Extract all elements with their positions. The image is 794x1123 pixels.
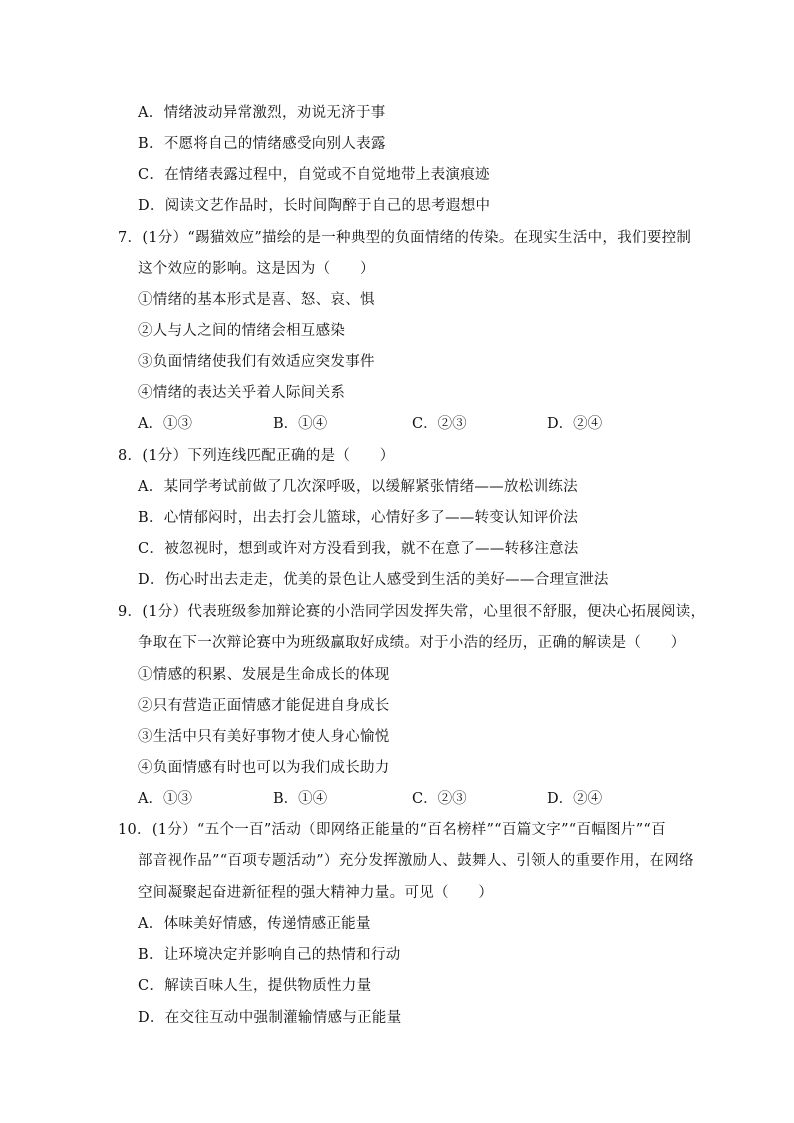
q7-statement-1: ①情绪的基本形式是喜、怒、哀、惧 (138, 292, 375, 308)
q6-option-d: D．阅读文艺作品时，长时间陶醉于自己的思考遐想中 (138, 198, 491, 214)
q10-stem-line2: 部音视作品”“百项专题活动”）充分发挥激励人、鼓舞人、引领人的重要作用，在网络 (138, 853, 694, 869)
q9-stem-line2: 争取在下一次辩论赛中为班级赢取好成绩。对于小浩的经历，正确的解读是（ ） (138, 635, 686, 651)
q7-choice-d: D．②④ (547, 416, 603, 432)
q7-statement-3: ③负面情绪使我们有效适应突发事件 (138, 354, 375, 370)
q9-statement-4: ④负面情感有时也可以为我们成长助力 (138, 760, 390, 776)
q9-statement-2: ②只有营造正面情感才能促进自身成长 (138, 698, 390, 714)
q7-stem-line1: 7．(1分）“踢猫效应”描绘的是一种典型的负面情绪的传染。在现实生活中，我们要控制 (118, 230, 692, 246)
q9-statement-1: ①情感的积累、发展是生命成长的体现 (138, 667, 390, 683)
q8-option-c: C．被忽视时，想到或许对方没看到我，就不在意了——转移注意法 (138, 541, 579, 557)
q7-choice-a: A．①③ (138, 416, 192, 432)
q9-statement-3: ③生活中只有美好事物才使人身心愉悦 (138, 729, 390, 745)
q8-option-d: D．伤心时出去走走，优美的景色让人感受到生活的美好——合理宣泄法 (138, 572, 609, 588)
q9-choice-a: A．①③ (138, 791, 192, 807)
q10-option-c: C．解读百味人生，提供物质性力量 (138, 978, 372, 994)
q8-option-b: B．心情郁闷时，出去打会儿篮球，心情好多了——转变认知评价法 (138, 510, 579, 526)
q10-option-a: A．体味美好情感，传递情感正能量 (138, 916, 371, 932)
q6-option-a: A．情绪波动异常激烈，劝说无济于事 (138, 105, 386, 121)
q10-option-d: D．在交往互动中强制灌输情感与正能量 (138, 1010, 402, 1026)
q10-stem-line3: 空间凝聚起奋进新征程的强大精神力量。可见（ ） (138, 885, 494, 901)
q7-statement-4: ④情绪的表达关乎着人际间关系 (138, 385, 346, 401)
q6-option-c: C．在情绪表露过程中，自觉或不自觉地带上表演痕迹 (138, 167, 490, 183)
q7-statement-2: ②人与人之间的情绪会相互感染 (138, 323, 346, 339)
q10-option-b: B．让环境决定并影响自己的热情和行动 (138, 947, 401, 963)
q7-choice-b: B．①④ (273, 416, 328, 432)
q9-stem-line1: 9．(1分）代表班级参加辩论赛的小浩同学因发挥失常，心里很不舒服，便决心拓展阅读， (118, 604, 706, 620)
q8-stem: 8．(1分）下列连线匹配正确的是（ ） (118, 448, 395, 464)
q9-choice-c: C．②③ (412, 791, 467, 807)
q9-choice-b: B．①④ (273, 791, 328, 807)
q8-option-a: A．某同学考试前做了几次深呼吸，以缓解紧张情绪——放松训练法 (138, 479, 578, 495)
q10-stem-line1: 10．(1分）“五个一百”活动（即网络正能量的“百名榜样”“百篇文字”“百幅图片”“百 (118, 822, 666, 838)
q7-stem-line2: 这个效应的影响。这是因为（ ） (138, 261, 375, 277)
q9-choice-d: D．②④ (547, 791, 603, 807)
q7-choice-c: C．②③ (412, 416, 467, 432)
q6-option-b: B．不愿将自己的情绪感受向别人表露 (138, 136, 386, 152)
